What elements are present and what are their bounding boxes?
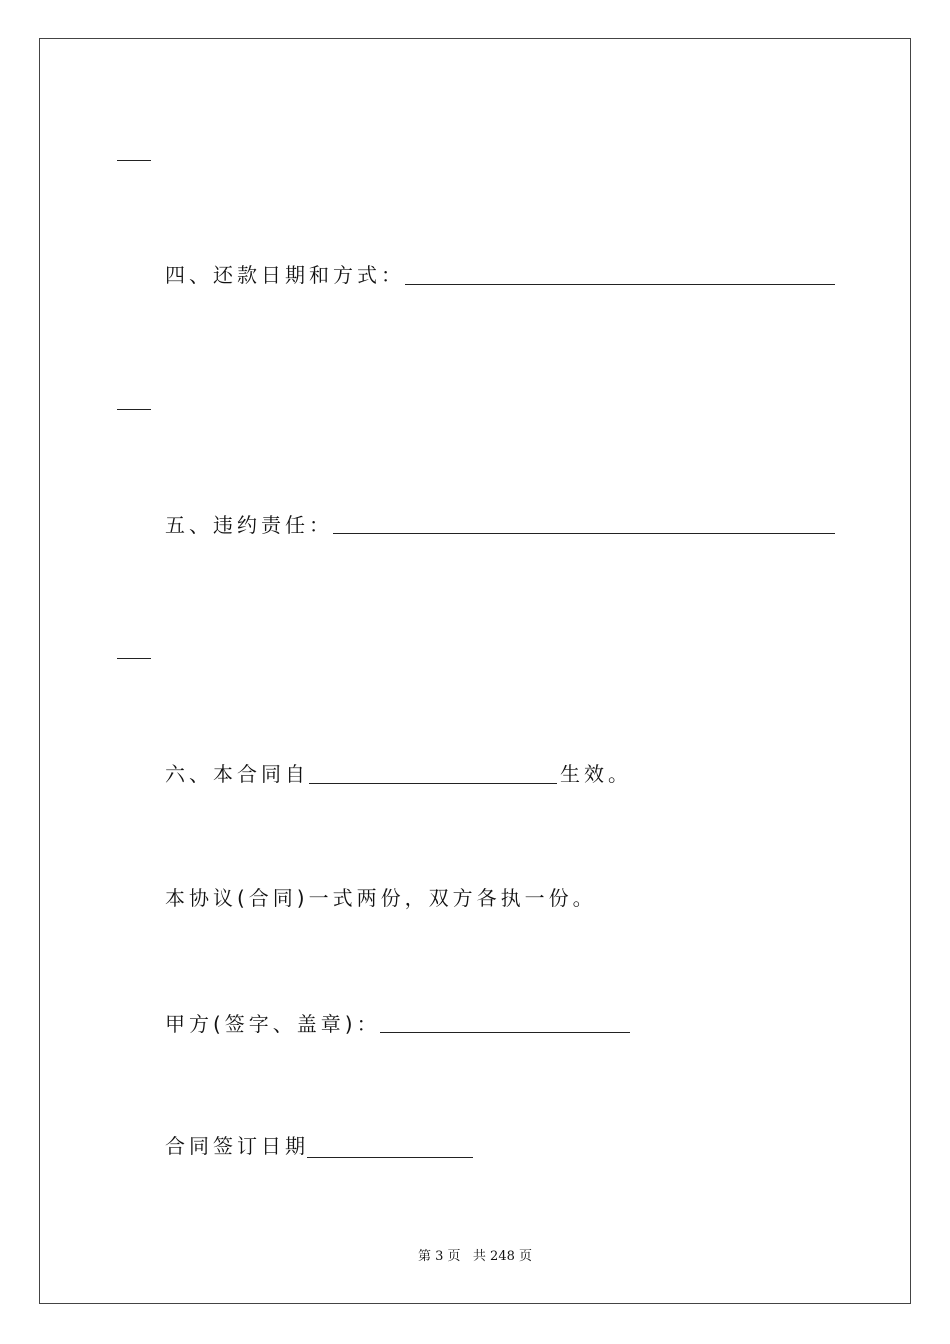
page-border [39, 38, 911, 1304]
effective-date-blank[interactable] [309, 783, 557, 784]
sign-date-blank[interactable] [307, 1157, 473, 1158]
sign-date-label: 合同签订日期 [165, 1134, 309, 1158]
breach-continuation-underline [117, 658, 151, 659]
repayment-label: 四、还款日期和方式： [165, 263, 405, 287]
repayment-continuation-underline [117, 409, 151, 410]
repayment-blank[interactable] [405, 284, 835, 285]
party-a-signature-blank[interactable] [380, 1032, 630, 1033]
effective-suffix: 生效。 [560, 762, 632, 786]
effective-prefix: 六、本合同自 [165, 762, 309, 786]
breach-blank[interactable] [333, 533, 835, 534]
copies-statement: 本协议(合同)一式两份，双方各执一份。 [165, 886, 597, 910]
party-a-label: 甲方(签字、盖章)： [165, 1012, 381, 1036]
continuation-underline [117, 160, 151, 161]
breach-label: 五、违约责任： [165, 513, 333, 537]
page-footer: 第 3 页 共 248 页 [417, 1249, 532, 1264]
